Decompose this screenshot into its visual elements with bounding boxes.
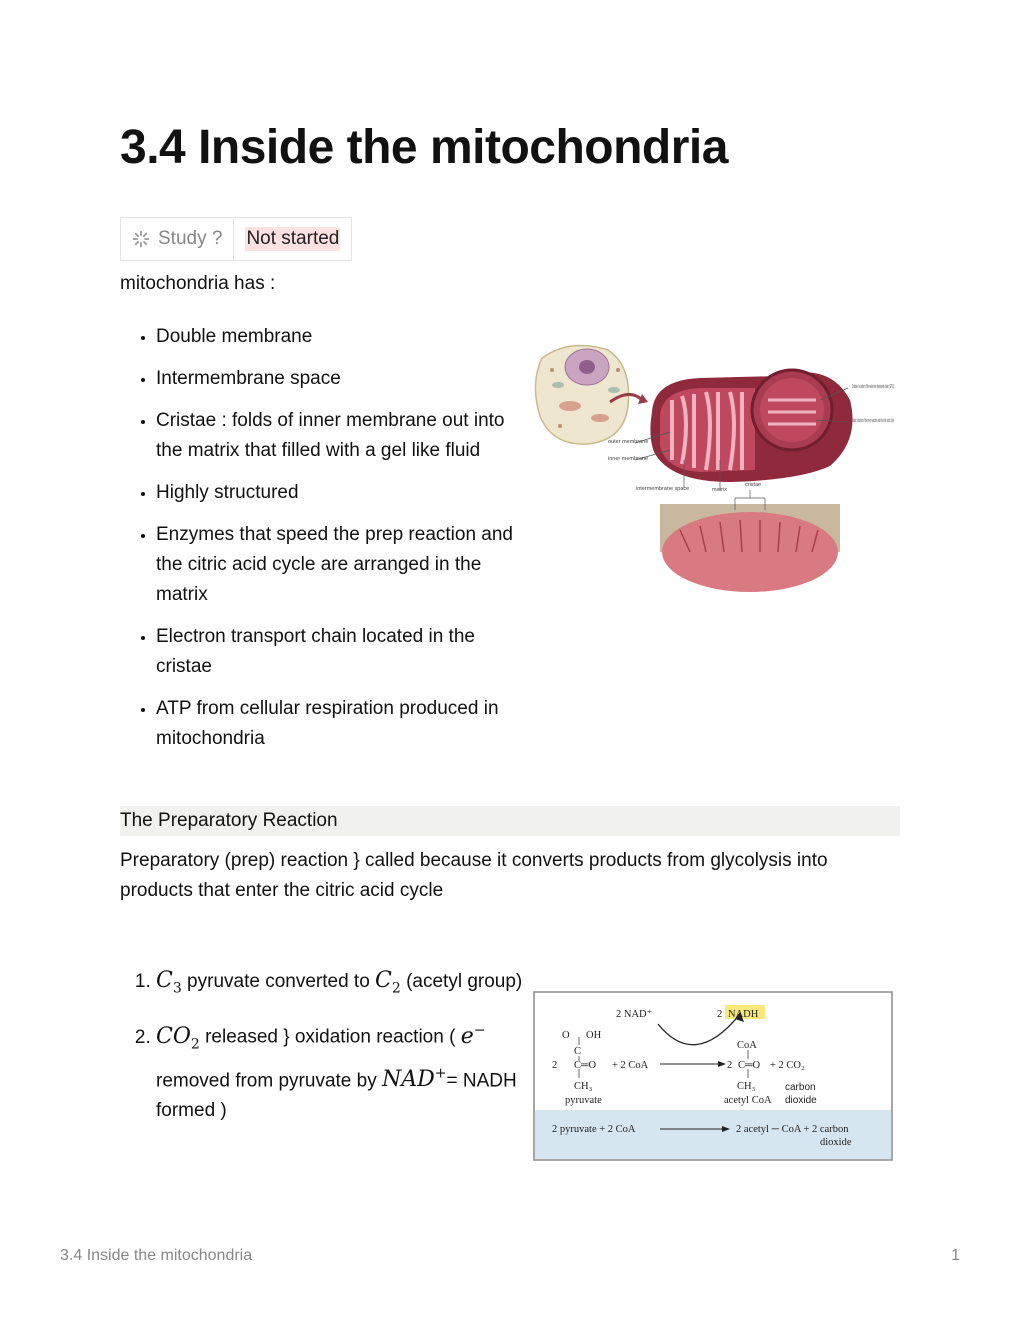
carbon-label-text: carbon — [785, 1082, 816, 1093]
nadh-coef: 2 — [717, 1009, 723, 1020]
list-item: • Electron transport chain located in the cristae — [156, 622, 536, 682]
feature-list — [120, 322, 536, 766]
nad-label: 2 NAD⁺ — [616, 1009, 653, 1020]
matrix-label: matrix — [712, 487, 727, 493]
methyl-right: CH₃ — [737, 1081, 756, 1092]
list-item: 2. $CO_2$ released } oxidation reaction ( e− removed from pyruvate by NAD+= NADH formed ) — [156, 1015, 526, 1126]
list-item: • Double membrane — [156, 322, 536, 352]
section-heading-text: The Preparatory Reaction — [120, 810, 338, 831]
property-name: Study ? — [158, 228, 223, 249]
list-item: • Highly structured — [156, 478, 536, 508]
left-coef: 2 — [552, 1060, 558, 1071]
section-heading — [120, 806, 900, 836]
math-var: NAD+ — [381, 1066, 447, 1093]
nadh-label: NADH — [728, 1009, 759, 1020]
acetyl-coa-label: acetyl CoA — [724, 1095, 772, 1106]
steps-list — [120, 966, 526, 1138]
methyl-left: CH₃ — [574, 1081, 593, 1092]
math-var: $CO_2$ — [156, 1023, 200, 1053]
prep-reaction-figure — [530, 990, 896, 1162]
summary-right: 2 acetyl ─ CoA + 2 carbon — [736, 1124, 849, 1135]
intermembrane-space-label: intermembrane space — [636, 486, 690, 492]
intro-text: mitochondria has : — [120, 273, 276, 294]
loading-spinner-icon — [132, 230, 150, 248]
oxygen-label: O — [562, 1030, 570, 1041]
mitochondria-figure — [530, 340, 895, 552]
summary-left: 2 pyruvate + 2 CoA — [552, 1124, 636, 1135]
matrix-annotation: Matrix: location of the prep reaction and the citric acid cycle — [852, 418, 894, 424]
section-text: Preparatory (prep) reaction } called because it converts products from glycolysis into products that enter the citric acid cycle — [120, 850, 828, 901]
property-value[interactable] — [234, 218, 351, 260]
status-badge: Not started — [246, 228, 340, 249]
list-item: • Cristae : folds of inner membrane out into the matrix that filled with a gel like fluid — [156, 406, 536, 466]
math-var: $C_3$ — [156, 968, 182, 997]
list-item: • Enzymes that speed the prep reaction and the citric acid cycle are arranged in the matrix — [156, 520, 536, 610]
math-var: e− — [460, 1022, 486, 1049]
carbonyl-left: C═O — [574, 1060, 597, 1071]
dioxide-label-text: dioxide — [785, 1095, 817, 1106]
math-var: $C_2$ — [375, 968, 401, 997]
coa-top-label: CoA — [737, 1040, 757, 1051]
outer-membrane-label: outer membrane — [608, 439, 649, 445]
right-coef: 2 — [727, 1060, 733, 1071]
hydroxyl-label: OH — [586, 1030, 602, 1041]
property-key[interactable] — [121, 218, 234, 260]
list-item: 1. $C_3$ pyruvate converted to $C_2$ (acetyl group) — [156, 966, 526, 1003]
cristae-annotation: Cristae: location of the electron transport chain (ETC) — [852, 384, 895, 390]
mitochondrion — [650, 370, 852, 482]
list-item: • Intermembrane space — [156, 364, 536, 394]
summary-right-2: dioxide — [820, 1137, 852, 1148]
footer-title: 3.4 Inside the mitochondria — [60, 1247, 253, 1264]
list-item: • ATP from cellular respiration produced in mitochondria — [156, 694, 536, 754]
cell-illustration — [535, 346, 628, 445]
plus-co2-label: + 2 CO₂ — [770, 1060, 805, 1071]
carbonyl-right: C═O — [738, 1060, 761, 1071]
inner-membrane-label: inner membrane — [608, 456, 649, 462]
cristae-label: cristae — [745, 482, 762, 488]
page-number: 1 — [951, 1247, 960, 1264]
carbon-label: C — [574, 1046, 582, 1057]
plus-coa-label: + 2 CoA — [612, 1060, 649, 1071]
page-title: 3.4 Inside the mitochondria — [120, 121, 728, 174]
pyruvate-label: pyruvate — [565, 1095, 602, 1106]
study-property[interactable] — [120, 217, 352, 261]
